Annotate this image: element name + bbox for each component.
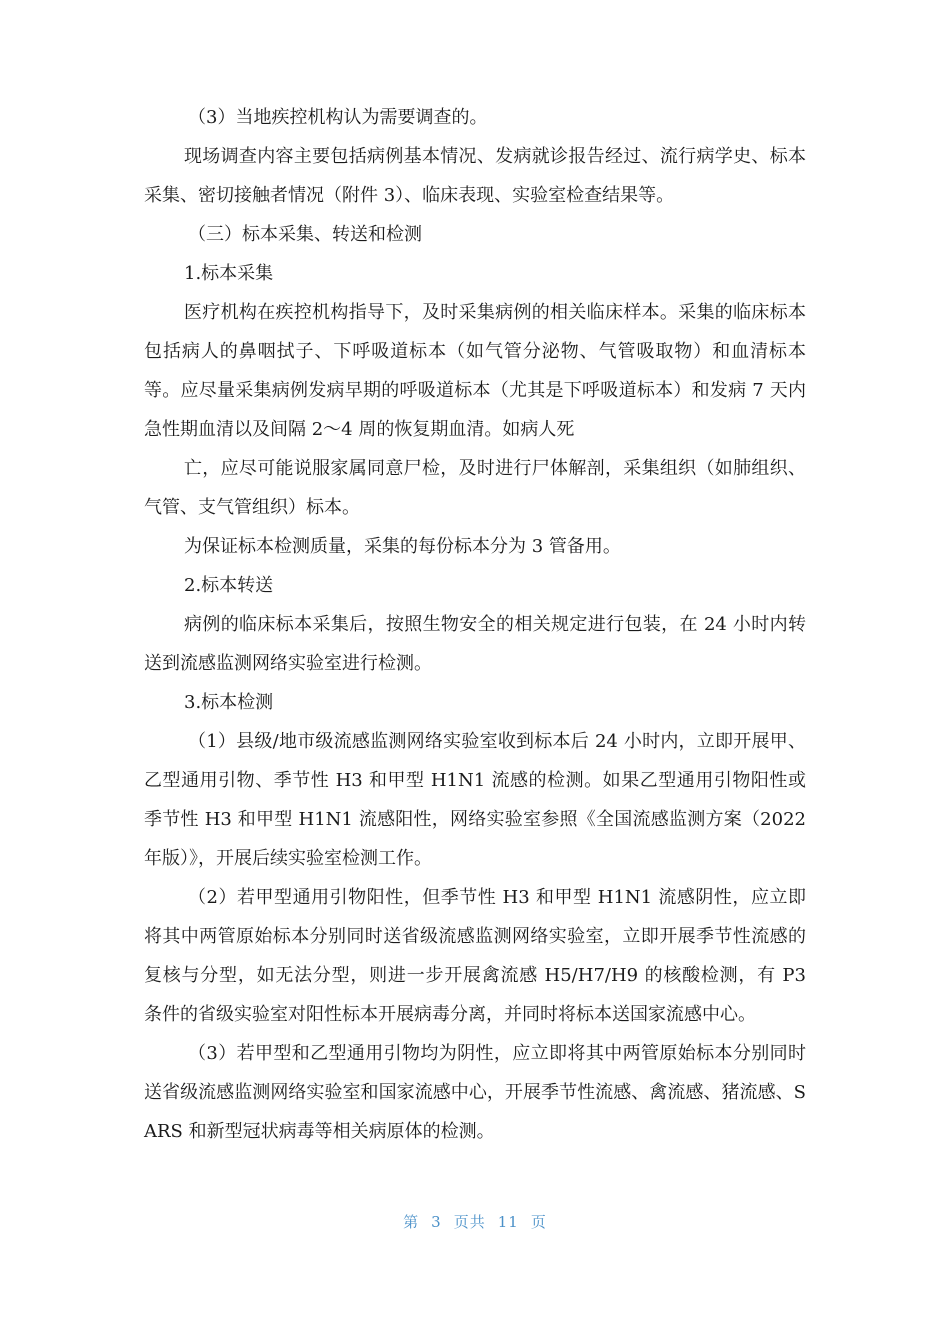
subheading-sample-collection: 1.标本采集 xyxy=(184,263,274,284)
subheading-sample-transfer: 2.标本转送 xyxy=(184,575,274,596)
paragraph-quality: 为保证标本检测质量，采集的每份标本分为 3 管备用。 xyxy=(184,536,621,557)
paragraph-autopsy: 亡，应尽可能说服家属同意尸检，及时进行尸体解剖，采集组织（如肺组织、气管、支气管组织）标本。 xyxy=(144,458,806,518)
paragraph-testing-1: （1）县级/地市级流感监测网络实验室收到标本后 24 小时内，立即开展甲、乙型通用引物、季节性 H3 和甲型 H1N1 流感的检测。如果乙型通用引物阳性或季节性 H3 和甲型 H1N1 流感阳性，网络实验室参照《全国流感监测方案（2022 年版）》，开展后续实验室检测工作。 xyxy=(144,731,806,869)
paragraph-1: （3）当地疾控机构认为需要调查的。 xyxy=(188,107,488,128)
section-heading-3: （三）标本采集、转送和检测 xyxy=(188,224,422,245)
footer-middle: 页共 xyxy=(453,1213,486,1231)
footer-prefix: 第 xyxy=(403,1213,420,1231)
paragraph-transfer: 病例的临床标本采集后，按照生物安全的相关规定进行包装，在 24 小时内转送到流感监测网络实验室进行检测。 xyxy=(144,614,806,674)
paragraph-testing-3: （3）若甲型和乙型通用引物均为阴性，应立即将其中两管原始标本分别同时送省级流感监测网络实验室和国家流感中心，开展季节性流感、禽流感、猪流感、SARS 和新型冠状病毒等相关病原体的检测。 xyxy=(144,1043,806,1142)
footer-current-page: 3 xyxy=(431,1213,442,1231)
footer-suffix: 页 xyxy=(530,1213,547,1231)
subheading-sample-testing: 3.标本检测 xyxy=(184,692,274,713)
paragraph-testing-2: （2）若甲型通用引物阳性，但季节性 H3 和甲型 H1N1 流感阴性，应立即将其中两管原始标本分别同时送省级流感监测网络实验室，立即开展季节性流感的复核与分型，如无法分型，则进一步开展禽流感 H5/H7/H9 的核酸检测，有 P3 条件的省级实验室对阳性标本开展病毒分离，并同时将标本送国家流感中心。 xyxy=(144,887,806,1025)
footer-total-pages: 11 xyxy=(497,1213,519,1231)
paragraph-2: 现场调查内容主要包括病例基本情况、发病就诊报告经过、流行病学史、标本采集、密切接触者情况（附件 3）、临床表现、实验室检查结果等。 xyxy=(144,146,806,206)
document-body xyxy=(144,98,806,1151)
paragraph-collection: 医疗机构在疾控机构指导下，及时采集病例的相关临床样本。采集的临床标本包括病人的鼻咽拭子、下呼吸道标本（如气管分泌物、气管吸取物）和血清标本等。应尽量采集病例发病早期的呼吸道标本（尤其是下呼吸道标本）和发病 7 天内急性期血清以及间隔 2～4 周的恢复期血清。如病人死 xyxy=(144,302,806,440)
page-footer xyxy=(0,1211,950,1232)
